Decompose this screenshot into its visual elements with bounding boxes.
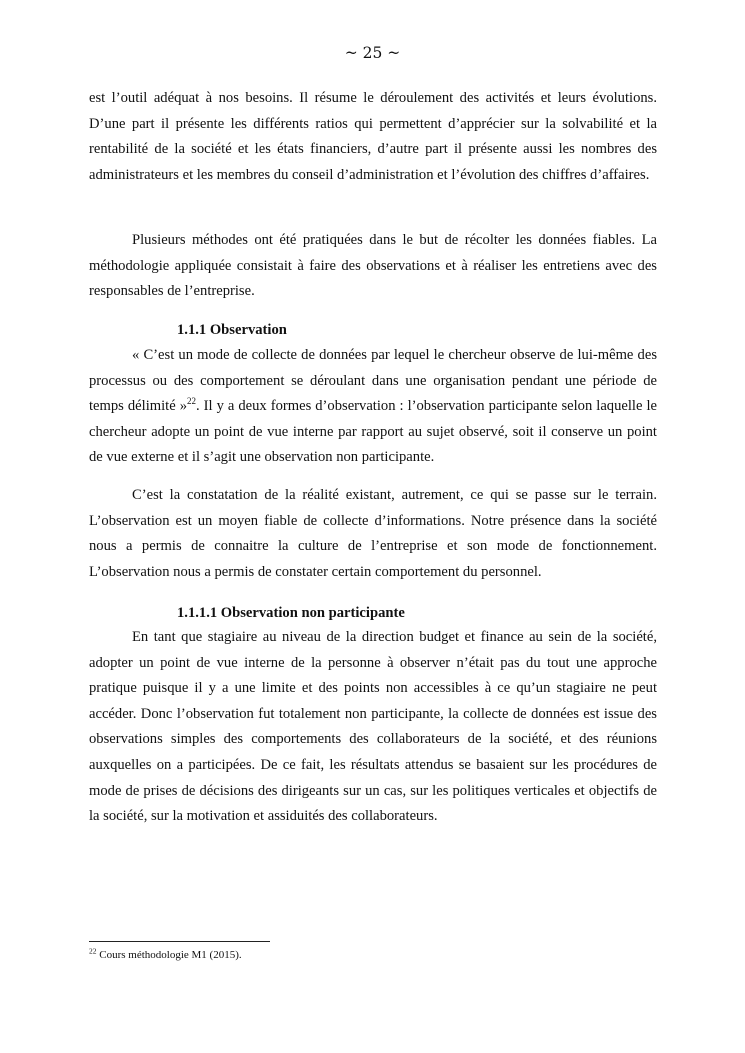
section-heading-non-participant: 1.1.1.1 Observation non participante bbox=[177, 605, 405, 621]
paragraph-text bbox=[89, 343, 657, 471]
paragraph-observation-reality bbox=[89, 483, 657, 585]
footnote-divider bbox=[89, 941, 270, 942]
paragraph-intro bbox=[89, 86, 657, 188]
paragraph-text: est l’outil adéquat à nos besoins. Il résume le déroulement des activités et leurs évolutions. D’une part il présente les différents ratios qui permettent d’apprécier sur la solvabilité et la rentabilité de la société et les états financiers, d’autre part il présente aussi les nombres des administrateurs et les membres du conseil d’administration et l’évolution des chiffres d’affaires. bbox=[89, 90, 657, 183]
footnote-text: Cours méthodologie M1 (2015). bbox=[96, 949, 242, 961]
paragraph-observation-definition bbox=[89, 343, 657, 471]
paragraph-methods bbox=[89, 228, 657, 305]
paragraph-text: Plusieurs méthodes ont été pratiquées dans le but de récolter les données fiables. La méthodologie appliquée consistait à faire des observations et à réaliser les entretiens avec des responsables de l’entreprise. bbox=[89, 232, 657, 300]
paragraph-non-participant bbox=[89, 625, 657, 830]
paragraph-continuation: . Il y a deux formes d’observation : l’observation participante selon laquelle le chercheur adopte un point de vue interne par rapport au sujet observé, soit il conserve un point de vue externe et il s’agit une observation non participante. bbox=[89, 398, 658, 466]
paragraph-text: C’est la constatation de la réalité existant, autrement, ce qui se passe sur le terrain. L’observation est un moyen fiable de collecte d’informations. Notre présence dans la société nous a permis de connaitre la culture de l’entreprise et son mode de fonctionnement. L’observation nous a permis de constater certain comportement du personnel. bbox=[89, 487, 657, 580]
section-heading-observation: 1.1.1 Observation bbox=[177, 322, 287, 338]
footnote-reference[interactable]: 22 bbox=[187, 396, 196, 407]
paragraph-text: En tant que stagiaire au niveau de la direction budget et finance au sein de la société, adopter un point de vue interne de la personne à observer n’était pas du tout une approche pratique puisque il y a une limite et des points non accessibles à ce qu’un stagiaire ne peut accéder. Donc l’observation fut totalement non participante, la collecte de données est issue des observations simples des comportements des collaborateurs de la société, et des réunions auxquelles on a participées. De ce fait, les résultats attendus se basaient sur les procédures de mode de prises de décisions des dirigeants sur un cas, sur les politiques verticales et objectifs de la société, sur la motivation et assiduités des collaborateurs. bbox=[89, 629, 657, 825]
quote-text: « C’est un mode de collecte de données par lequel le chercheur observe de lui-même des processus ou des comportement se déroulant dans une organisation pendant une période de temps délimité » bbox=[89, 347, 657, 415]
footnote-number: 22 bbox=[89, 946, 97, 956]
footnote bbox=[89, 948, 242, 962]
page-number: ~ 25 ~ bbox=[344, 44, 401, 62]
